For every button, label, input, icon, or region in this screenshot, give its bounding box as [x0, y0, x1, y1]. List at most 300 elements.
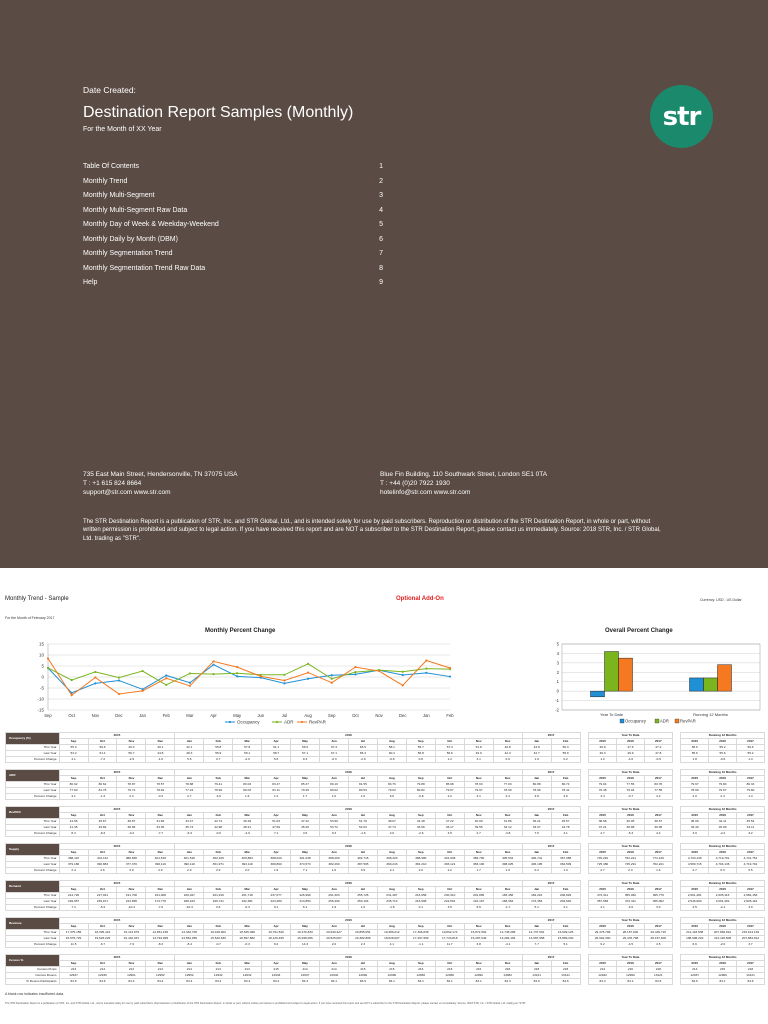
cell-value: 12996	[377, 973, 406, 979]
month-header: Oct	[88, 850, 117, 856]
x-tick-label: Jan	[139, 713, 146, 718]
toc-item[interactable]	[83, 276, 383, 291]
cell-value: 78.90	[493, 788, 522, 794]
month-header: Aug	[377, 961, 406, 967]
cell-value: 45.67	[88, 819, 117, 825]
r12-value: 84.6	[681, 979, 709, 985]
year-label: 2017	[522, 807, 580, 813]
month-header: Jan	[175, 887, 204, 893]
metric-table	[5, 954, 765, 985]
us-office-address	[83, 470, 238, 497]
cell-value: 84.4	[175, 979, 204, 985]
month-header: Oct	[435, 850, 464, 856]
r12-value: 207,884,812	[737, 936, 765, 942]
contact-line[interactable]: support@str.com www.str.com	[83, 489, 171, 496]
month-header: Apr	[262, 813, 291, 819]
toc-item[interactable]	[83, 189, 383, 204]
data-point	[402, 684, 404, 686]
row-label: % Rooms Participants	[6, 979, 60, 985]
r12-value: 3.7	[737, 942, 765, 948]
cell-value: 362,105	[204, 856, 233, 862]
cell-value: 7.1	[291, 868, 320, 874]
month-header: Aug	[377, 924, 406, 930]
r12-value: 12966	[709, 973, 737, 979]
month-header: Dec	[146, 813, 175, 819]
data-point	[449, 675, 451, 677]
month-header: Jan	[175, 739, 204, 745]
legend-label: Occupancy	[625, 718, 646, 724]
cell-value: 261,303	[320, 893, 349, 899]
cell-value: 388,980	[406, 856, 435, 862]
data-point	[165, 674, 167, 676]
cell-value: -0.2	[117, 831, 146, 837]
cell-value: 56.6	[435, 751, 464, 757]
r12-value: 2,605,116	[709, 893, 737, 899]
cell-value: 55.8	[204, 745, 233, 751]
cell-value: -5.4	[88, 905, 117, 911]
cell-value: 0.8	[406, 757, 435, 763]
year-label: 2015	[59, 881, 175, 887]
cell-value: 15,889,330	[551, 936, 580, 942]
ytd-value: 37.21	[589, 825, 617, 831]
year-label: 2015	[59, 918, 175, 924]
row-label: Last Year	[6, 788, 60, 794]
cell-value: -1.7	[493, 905, 522, 911]
r12-label: Running 12 Months	[681, 844, 765, 850]
cell-value: -1.6	[146, 757, 175, 763]
y-tick-label: 0	[556, 688, 559, 694]
year-label: 2016	[175, 955, 522, 961]
r12-value: 4,741,751	[737, 856, 765, 862]
cell-value: 2.7	[464, 831, 493, 837]
r12-value: 4,580,715	[681, 862, 709, 868]
month-header: May	[291, 961, 320, 967]
cell-value: 1.9	[262, 868, 291, 874]
month-header: Feb	[551, 961, 580, 967]
row-label: Census Rooms	[6, 973, 60, 979]
cell-value: 55.3	[59, 745, 88, 751]
cell-value: 12,745,286	[493, 930, 522, 936]
r12-value: 3.2	[737, 831, 765, 837]
toc-item[interactable]	[83, 262, 383, 277]
month-header: Sep	[406, 924, 435, 930]
r12-value: 1.4	[737, 757, 765, 763]
cell-value: 400,884	[233, 856, 262, 862]
cell-value: 80.92	[59, 782, 88, 788]
toc-item-page: 9	[379, 279, 383, 286]
cell-value: 199,957	[59, 899, 88, 905]
month-header: Feb	[204, 739, 233, 745]
toc-item-page: 2	[379, 177, 383, 185]
cell-value: 0.2	[522, 868, 551, 874]
month-header: May	[291, 887, 320, 893]
cell-value: 401,048	[291, 856, 320, 862]
data-point	[47, 667, 49, 669]
r12-year-header: 2017	[737, 850, 765, 856]
r12-value: 2.7	[681, 868, 709, 874]
toc-item[interactable]	[83, 160, 383, 175]
r12-year-header: 2015	[681, 850, 709, 856]
month-header: Nov	[117, 887, 146, 893]
cell-value: 12,651,165	[146, 930, 175, 936]
toc-item[interactable]	[83, 247, 383, 262]
cell-value: 7.5	[522, 831, 551, 837]
cell-value: 84.6	[88, 979, 117, 985]
cell-value: 31.69	[146, 819, 175, 825]
month-header: Mar	[233, 924, 262, 930]
ytd-value: 47.8	[644, 751, 672, 757]
month-header: Apr	[262, 887, 291, 893]
cell-value: 214	[175, 967, 204, 973]
cell-value: 5.6	[262, 757, 291, 763]
toc-item[interactable]	[83, 175, 383, 190]
cell-value: 1.3	[551, 868, 580, 874]
cell-value: 1.0	[348, 905, 377, 911]
ytd-value: 745,291	[589, 856, 617, 862]
cell-value: 48.67	[377, 819, 406, 825]
cell-value: 405,534	[493, 856, 522, 862]
cell-value: 2.3	[117, 794, 146, 800]
row-label: Percent Change	[6, 868, 60, 874]
page-disclaimer: The STR Destination Report is a publication of STR, Inc. and STR Global, Ltd., and is intended solely for use by paid subscribers. Reproduction or distribution of the STR Destination Report, in whole or part, without written permission is prohibited and subject to legal action. If you have received this report and are NOT a subscriber to the STR Destination Report, please contact us immediately. Source: 2018 STR, Inc. / STR Global, Ltd. trading as "STR".	[5, 1002, 527, 1005]
cell-value: 84.1	[377, 979, 406, 985]
cell-value: 12934	[262, 973, 291, 979]
month-header: Oct	[435, 961, 464, 967]
toc-item-label: Monthly Daily by Month (DBM)	[83, 235, 178, 243]
bar-revpar	[718, 665, 732, 691]
row-label: This Year	[6, 930, 60, 936]
cell-value: 45.20	[291, 825, 320, 831]
cell-value: 20,382,806	[348, 936, 377, 942]
cell-value: 42.7	[522, 751, 551, 757]
data-point	[212, 664, 214, 666]
ytd-year-header: 2015	[589, 924, 617, 930]
cell-value: 61.1	[262, 745, 291, 751]
cell-value: 84.3	[291, 979, 320, 985]
r12-year-header: 2016	[709, 776, 737, 782]
section-header: Supply	[6, 844, 60, 856]
data-point	[165, 684, 167, 686]
month-header: Nov	[464, 887, 493, 893]
r12-value: 4,704,136	[681, 856, 709, 862]
cell-value: 235,710	[377, 899, 406, 905]
ytd-value: 4.4	[644, 831, 672, 837]
cell-value: 17,733,818	[435, 936, 464, 942]
data-point	[331, 678, 333, 680]
month-header: Aug	[377, 850, 406, 856]
cell-value: 77.24	[175, 788, 204, 794]
month-header: Oct	[435, 776, 464, 782]
month-header: Jun	[320, 850, 349, 856]
ytd-value: 216	[617, 967, 645, 973]
r12-value: 84.1	[709, 979, 737, 985]
month-header: Jan	[522, 850, 551, 856]
r12-value: 2,546,993	[681, 899, 709, 905]
cell-value: 165,456	[493, 893, 522, 899]
cell-value: 52.63	[348, 825, 377, 831]
cell-value: 191,700	[117, 893, 146, 899]
r12-value: -2.2	[709, 831, 737, 837]
month-header: Sep	[59, 887, 88, 893]
monthly-chart-title: Monthly Percent Change	[205, 628, 276, 634]
cell-value: 6.1	[291, 905, 320, 911]
y-tick-label: 4	[556, 650, 559, 656]
month-header: Feb	[204, 850, 233, 856]
toc-item[interactable]	[83, 218, 383, 233]
cell-value: 18,305,419	[88, 930, 117, 936]
cell-value: 81.78	[88, 788, 117, 794]
cell-value: 256,499	[320, 899, 349, 905]
cell-value: 46.29	[233, 819, 262, 825]
r12-year-header: 2016	[709, 850, 737, 856]
r12-label: Running 12 Months	[681, 881, 765, 887]
cell-value: 17,497,959	[406, 936, 435, 942]
overall-chart-title: Overall Percent Change	[605, 628, 673, 634]
data-point	[331, 674, 333, 676]
x-tick-label: Nov	[375, 713, 383, 718]
ytd-year-header: 2017	[644, 739, 672, 745]
cell-value: 216	[435, 967, 464, 973]
month-header: Nov	[117, 813, 146, 819]
report-title: Destination Report Samples (Monthly)	[83, 104, 354, 121]
cell-value: 84.6	[522, 979, 551, 985]
cell-value: 47.69	[262, 825, 291, 831]
cell-value: 78.88	[175, 782, 204, 788]
cell-value: 401,518	[146, 856, 175, 862]
bar-adr	[704, 678, 718, 691]
month-header: Dec	[493, 887, 522, 893]
cell-value: 47.22	[291, 819, 320, 825]
r12-value: 213	[681, 967, 709, 973]
cell-value: 215	[348, 967, 377, 973]
metric-table-grid	[5, 917, 765, 948]
month-header: Oct	[88, 887, 117, 893]
cell-value: 374,573	[291, 862, 320, 868]
address-line: Blue Fin Building, 110 Southwark Street, London SE1 0TA	[380, 471, 548, 478]
ytd-label: Year To Date	[589, 733, 673, 739]
data-point	[212, 660, 214, 662]
cell-value: 20,930,427	[320, 930, 349, 936]
cell-value: 76.72	[117, 788, 146, 794]
optional-addon-label: Optional Add-On	[396, 596, 444, 602]
metric-table-grid	[5, 806, 765, 837]
cell-value: 53.90	[320, 819, 349, 825]
cell-value: 59.1	[233, 751, 262, 757]
series-line-occupancy	[48, 665, 450, 693]
r12-value: 56.6	[737, 745, 765, 751]
x-tick-label: Jun	[257, 713, 265, 718]
month-header: Oct	[435, 739, 464, 745]
year-label: 2017	[522, 733, 580, 739]
cell-value: 42.1	[175, 745, 204, 751]
month-header: Sep	[59, 739, 88, 745]
cell-value: 12939	[88, 973, 117, 979]
cell-value: 53.72	[320, 825, 349, 831]
contact-line[interactable]: hotelinfo@str.com www.str.com	[380, 489, 471, 496]
row-label: Last Year	[6, 899, 60, 905]
ytd-value: 745,291	[617, 862, 645, 868]
cell-value: 196,741	[204, 899, 233, 905]
month-header: Jul	[348, 924, 377, 930]
bar-adr	[605, 652, 619, 692]
cell-value: 19,802,174	[435, 930, 464, 936]
r12-value: 212,118,508	[709, 936, 737, 942]
cell-value: 216,508	[406, 899, 435, 905]
legend-label: ADR	[660, 718, 669, 724]
ytd-value: -0.7	[617, 794, 645, 800]
cell-value: 1.9	[320, 905, 349, 911]
cell-value: 63.5	[348, 745, 377, 751]
r12-value: 2,684,156	[737, 893, 765, 899]
cell-value: 78.92	[146, 788, 175, 794]
cell-value: 0.2	[551, 757, 580, 763]
cell-value: 3.8	[464, 942, 493, 948]
month-header: Aug	[377, 776, 406, 782]
month-header: Apr	[262, 739, 291, 745]
row-label: This Year	[6, 819, 60, 825]
cell-value: 79.97	[464, 788, 493, 794]
cell-value: 12942	[320, 973, 349, 979]
cell-value: 2.4	[59, 868, 88, 874]
ytd-value: 4.7	[589, 831, 617, 837]
report-month-label: For the Month of February 2017	[5, 616, 55, 620]
cell-value: 222,591	[435, 899, 464, 905]
cell-value: 1.6	[320, 868, 349, 874]
ytd-value: -0.6	[644, 757, 672, 763]
r12-value: 6.6	[681, 942, 709, 948]
ytd-value: 355,062	[617, 893, 645, 899]
r12-value: 79.80	[709, 782, 737, 788]
cell-value: 8.4	[59, 831, 88, 837]
cell-value: 379,180	[59, 862, 88, 868]
month-header: Dec	[493, 961, 522, 967]
ytd-value: 4.1	[589, 905, 617, 911]
toc-item[interactable]	[83, 233, 383, 248]
month-header: Sep	[59, 850, 88, 856]
r12-year-header: 2015	[681, 924, 709, 930]
cell-value: 85.98	[435, 782, 464, 788]
metric-table	[5, 732, 765, 763]
y-tick-label: 5	[556, 641, 559, 647]
cell-value: 2.0	[320, 942, 349, 948]
month-header: Jan	[175, 776, 204, 782]
cell-value: 51.03	[262, 819, 291, 825]
ytd-value: 214	[589, 967, 617, 973]
cell-value: 4.5	[435, 831, 464, 837]
month-header: Feb	[551, 813, 580, 819]
month-header: Jun	[320, 739, 349, 745]
footnote: A blank row indicates insufficient data.	[5, 992, 65, 996]
cell-value: 42.3	[493, 751, 522, 757]
month-header: Jul	[348, 961, 377, 967]
cell-value: 35.73	[175, 825, 204, 831]
cell-value: 213	[117, 967, 146, 973]
row-label: Last Year	[6, 751, 60, 757]
month-header: Dec	[493, 776, 522, 782]
month-header: Sep	[406, 850, 435, 856]
cell-value: 67.3	[320, 745, 349, 751]
r12-value: 45.09	[709, 825, 737, 831]
cell-value: 84.4	[117, 979, 146, 985]
ytd-value: 79.04	[617, 788, 645, 794]
cell-value: 227,041	[88, 893, 117, 899]
cell-value: -2.6	[233, 757, 262, 763]
cell-value: 14.3	[291, 942, 320, 948]
cell-value: 367,388	[551, 856, 580, 862]
month-header: Jan	[522, 739, 551, 745]
ytd-value: 77.55	[617, 782, 645, 788]
ytd-year-header: 2017	[644, 850, 672, 856]
year-label: 2015	[59, 770, 175, 776]
row-label: This Year	[6, 893, 60, 899]
ytd-value: 29,478,798	[617, 936, 645, 942]
toc-item-label: Monthly Segmentation Trend	[83, 250, 173, 257]
cell-value: 84.6	[551, 979, 580, 985]
cell-value: 7.1	[262, 831, 291, 837]
metric-table	[5, 769, 765, 800]
month-header: Aug	[377, 887, 406, 893]
ytd-value: 47.6	[617, 745, 645, 751]
cell-value: 12990	[464, 973, 493, 979]
cell-value: 44.8	[522, 745, 551, 751]
ytd-value: 762,221	[644, 862, 672, 868]
ytd-value: 12990	[617, 973, 645, 979]
page-title: Monthly Trend - Sample	[5, 596, 69, 602]
r12-value: 44.11	[709, 819, 737, 825]
month-header: Mar	[233, 813, 262, 819]
cell-value: 390,243	[377, 862, 406, 868]
cell-value: 6.0	[377, 794, 406, 800]
cell-value: 13082	[493, 973, 522, 979]
cell-value: 214	[88, 967, 117, 973]
row-label: This Year	[6, 782, 60, 788]
month-header: Jun	[320, 961, 349, 967]
r12-value: 55.2	[737, 751, 765, 757]
cover-disclaimer: The STR Destination Report is a publication of STR, Inc. and STR Global, Ltd., and is intended solely for use by paid subscribers. Reproduction or distribution of the STR Destination Report, in whole or part, without written permission is prohibited and subject to legal action. If you have received this report and are NOT a subscriber to the STR Destination Report, please contact us immediately. Source: 2018 STR, Inc. / STR Global, Ltd. trading as "STR".	[83, 519, 661, 542]
report-subtitle: For the Month of XX Year	[83, 126, 162, 133]
toc-item[interactable]	[83, 204, 383, 219]
r12-label: Running 12 Months	[681, 955, 765, 961]
year-label: 2016	[175, 807, 522, 813]
legend-label: Occupancy	[237, 719, 260, 725]
ytd-value: 2.3	[617, 868, 645, 874]
cell-value: 53.2	[59, 751, 88, 757]
data-point	[118, 679, 120, 681]
cell-value: 57.8	[233, 745, 262, 751]
cell-value: 84.4	[262, 979, 291, 985]
cell-value: 377,370	[117, 862, 146, 868]
r12-value: 1.4	[737, 794, 765, 800]
row-label: This Year	[6, 856, 60, 862]
cell-value: 58.1	[377, 745, 406, 751]
r12-value: 79.80	[737, 788, 765, 794]
cell-value: 77.03	[493, 782, 522, 788]
table-row	[6, 757, 765, 763]
cell-value: 38.87	[117, 819, 146, 825]
table-row	[6, 905, 765, 911]
toc-item-label: Table Of Contents	[83, 163, 140, 170]
ytd-value: -4.5	[617, 942, 645, 948]
cell-value: 2.1	[377, 868, 406, 874]
cell-value: 12952	[175, 973, 204, 979]
month-header: Aug	[377, 739, 406, 745]
cell-value: 7.7	[522, 942, 551, 948]
ytd-value: 2.7	[589, 868, 617, 874]
year-label: 2017	[522, 881, 580, 887]
ytd-value: 357,583	[589, 899, 617, 905]
ytd-value: 4.5	[644, 942, 672, 948]
ytd-label: Year To Date	[589, 807, 673, 813]
